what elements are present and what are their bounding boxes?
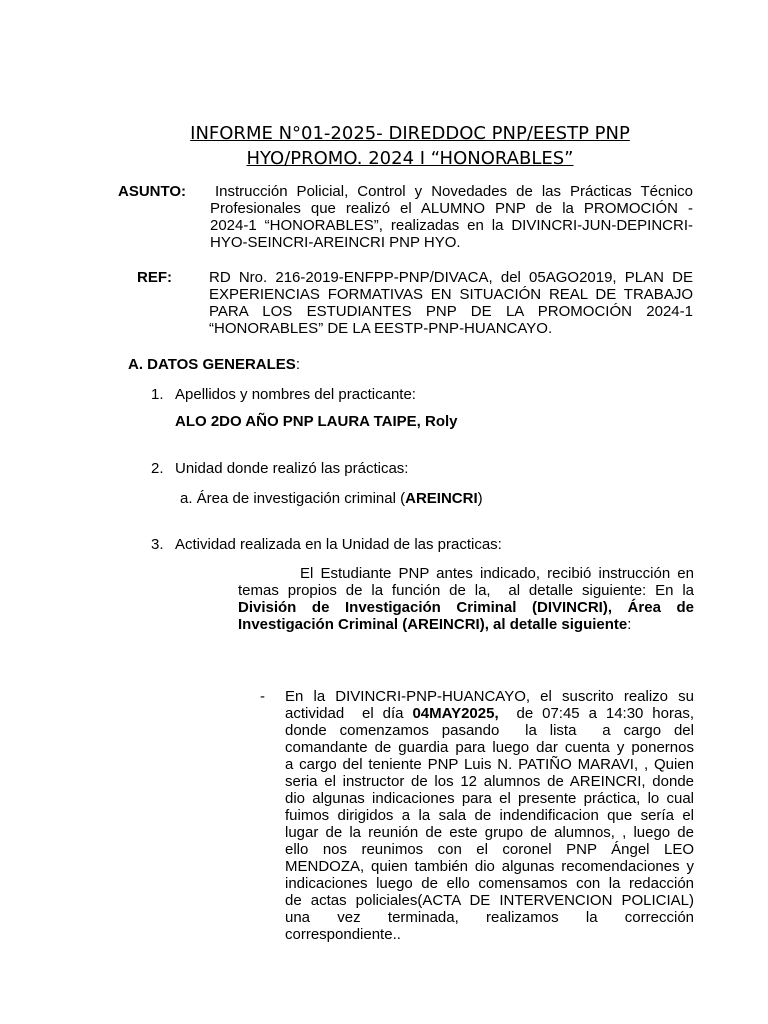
section-a-title: A. DATOS GENERALES	[128, 356, 296, 373]
bullet-line: En la DIVINCRI-PNP-HUANCAYO, el suscrito realizo su	[285, 688, 694, 705]
bullet-line-last	[285, 926, 694, 943]
ref-line: RD Nro. 216-2019-ENFPP-PNP/DIVACA, del 05AGO2019, PLAN DE	[209, 269, 693, 286]
bullet-paragraph	[285, 688, 694, 943]
item-3-number: 3.	[151, 536, 164, 553]
bullet-line: seria el instructor de los 12 alumnos de AREINCRI, donde	[285, 773, 694, 790]
bullet-line: dio algunas indicaciones para el presente práctica, lo cual	[285, 790, 694, 807]
bullet-line-2a: actividad el día	[285, 705, 413, 722]
item-2-sub-prefix: a. Área de investigación criminal (	[180, 490, 406, 507]
item-2-sub	[180, 490, 483, 507]
section-a-colon: :	[295, 356, 300, 373]
bullet-line: comandante de guardia para luego dar cuenta y ponernos	[285, 739, 694, 756]
item-1-number: 1.	[151, 386, 164, 403]
bullet-line: fuimos dirigidos a la sala de indendificacion que sería el	[285, 807, 694, 824]
bullet-line: de actas policiales(ACTA DE INTERVENCION POLICIAL)	[285, 892, 694, 909]
item-2-sub-bold: AREINCRI	[405, 490, 478, 507]
asunto-line: 2024-1 “HONORABLES”, realizadas en la DIVINCRI-JUN-DEPINCRI-	[210, 217, 693, 234]
intro-bold-line4: Investigación Criminal (AREINCRI), al detalle siguiente	[238, 616, 628, 633]
section-a-heading	[128, 356, 300, 373]
title-line-2: HYO/PROMO. 2024 I “HONORABLES”	[246, 148, 574, 169]
intro-line: temas propios de la función de la, al detalle siguiente: En la	[238, 582, 694, 599]
date-bold: 04MAY2025,	[412, 705, 499, 722]
ref-line: PARA LOS ESTUDIANTES PNP DE LA PROMOCIÓN 2024-1	[209, 303, 693, 320]
asunto-line: Profesionales que realizó el ALUMNO PNP de la PROMOCIÓN -	[210, 200, 693, 217]
ref-text	[209, 269, 693, 337]
bullet-line: donde comenzamos pasando la lista a cargo del	[285, 722, 694, 739]
asunto-line: HYO-SEINCRI-AREINCRI PNP HYO.	[210, 234, 461, 251]
bullet-marker: -	[260, 688, 265, 705]
intro-line: El Estudiante PNP antes indicado, recibió instrucción en	[300, 565, 694, 582]
document-title	[100, 121, 720, 171]
item-2-sub-suffix: )	[477, 490, 483, 507]
item-3-label: Actividad realizada en la Unidad de las practicas:	[175, 536, 502, 553]
bullet-line: una vez terminada, realizamos la corrección	[285, 909, 694, 926]
ref-line: “HONORABLES” DE LA EESTP-PNP-HUANCAYO.	[209, 320, 553, 337]
bullet-line: a cargo del teniente PNP Luis N. PATIÑO MARAVI, , Quien	[285, 756, 694, 773]
bullet-line: indicaciones luego de ello comensamos con la redacción	[285, 875, 694, 892]
bullet-line: ello nos reunimos con el coronel PNP Ángel LEO	[285, 841, 694, 858]
title-line-1: INFORME N°01-2025- DIREDDOC PNP/EESTP PNP	[190, 123, 630, 144]
bullet-line: lugar de la reunión de este grupo de alumnos, , luego de	[285, 824, 694, 841]
intro-line-bold: División de Investigación Criminal (DIVINCRI), Área de	[238, 599, 694, 616]
asunto-line: Instrucción Policial, Control y Novedades de las Prácticas Técnico	[215, 183, 693, 200]
item-3-intro	[238, 565, 694, 633]
intro-tail: :	[627, 616, 632, 633]
asunto-text	[210, 183, 693, 251]
asunto-label: ASUNTO:	[118, 183, 187, 200]
item-2-label: Unidad donde realizó las prácticas:	[175, 460, 409, 477]
item-2-number: 2.	[151, 460, 164, 477]
bullet-line-2	[285, 705, 694, 722]
ref-label: REF:	[137, 269, 172, 286]
bullet-last-text: correspondiente..	[285, 926, 401, 943]
intro-line-bold-last	[238, 616, 694, 633]
item-1-label: Apellidos y nombres del practicante:	[175, 386, 416, 403]
practicante-name: ALO 2DO AÑO PNP LAURA TAIPE, Roly	[175, 413, 458, 430]
ref-line: EXPERIENCIAS FORMATIVAS EN SITUACIÓN REAL DE TRABAJO	[209, 286, 693, 303]
bullet-line-2b: de 07:45 a 14:30 horas,	[498, 705, 695, 722]
bullet-line: MENDOZA, quien también dio algunas recomendaciones y	[285, 858, 694, 875]
